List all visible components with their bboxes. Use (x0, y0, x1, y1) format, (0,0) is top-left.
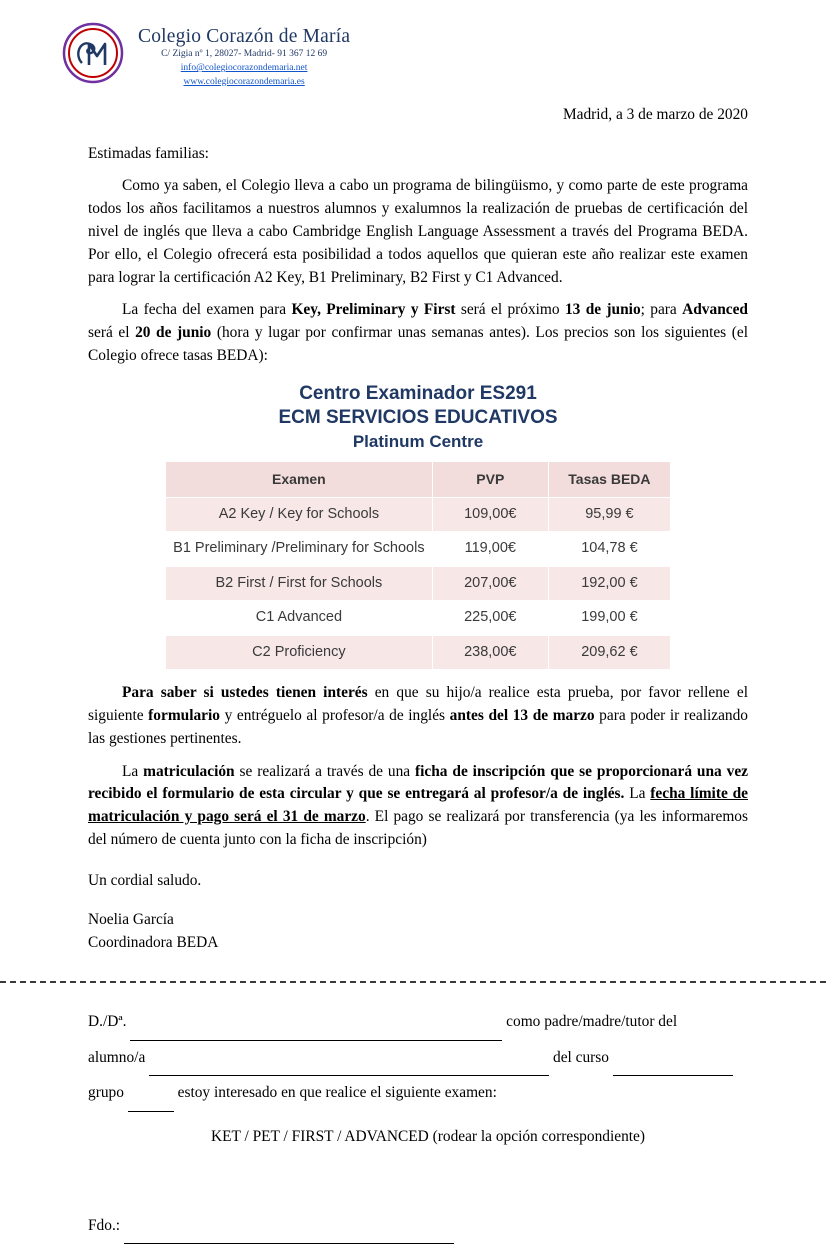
column-header-exam: Examen (166, 462, 433, 498)
form-row-signature (88, 1209, 768, 1244)
cell-pvp: 238,00€ (432, 635, 548, 669)
p3-text-3: para poder ir realizando las gestiones pertinentes. (88, 706, 748, 747)
form-row-student (88, 1041, 768, 1077)
input-guardian-name[interactable] (130, 1005, 502, 1041)
p4-text-3: La (624, 785, 651, 803)
label-dn: D./Dª. (88, 1013, 127, 1031)
price-table-title-line3: Platinum Centre (352, 432, 484, 452)
p2-bold-date2: 20 de junio (135, 324, 212, 342)
p2-bold-exams: Key, Preliminary y First (291, 301, 456, 319)
p4-bold-underline-deadline: fecha límite de matriculación y pago será el 31 de marzo (88, 785, 749, 826)
price-table (165, 461, 671, 670)
school-address: C/ Zigia nº 1, 28027- Madrid- 91 367 12 69 (161, 49, 328, 60)
p3-bold-1: Para saber si ustedes tienen interés (122, 684, 368, 702)
p2-text-5: (hora y lugar por confirmar unas semanas antes). Los precios son los siguientes (el Colegio ofrece tasas BEDA): (88, 324, 748, 364)
exam-options-line[interactable]: KET / PET / FIRST / ADVANCED (rodear la opción correspondiente) (210, 1128, 646, 1146)
school-identity (138, 26, 350, 90)
cell-pvp: 207,00€ (432, 566, 548, 600)
table-row (166, 497, 671, 531)
paragraph-dates (88, 299, 748, 367)
cell-exam: B2 First / First for Schools (166, 566, 433, 600)
closing-line: Un cordial saludo. (88, 871, 202, 889)
cell-beda: 199,00 € (548, 601, 670, 635)
input-signature[interactable] (124, 1209, 454, 1244)
p4-bold-ficha: ficha de inscripción que se proporcionará una vez recibido el formulario de esta circular y que se entregará al profesor/a de inglés. (88, 762, 748, 803)
p2-text-3: ; para (640, 301, 683, 319)
letter-salutation: Estimadas familias: (88, 144, 209, 162)
text-course: del curso (553, 1048, 609, 1066)
price-table-title-line2: ECM SERVICIOS EDUCATIVOS (278, 407, 558, 429)
p3-text-2: y entréguelo al profesor/a de inglés (219, 706, 450, 724)
table-row (166, 566, 671, 600)
p2-text-2: será el próximo (455, 301, 565, 319)
label-student: alumno/a (88, 1048, 146, 1066)
letter-signature (88, 870, 748, 955)
school-name: Colegio Corazón de María (138, 26, 351, 47)
signer-role: Coordinadora BEDA (88, 934, 219, 952)
letterhead (0, 0, 826, 90)
p4-bold-matriculacion: matriculación (143, 762, 235, 780)
paragraph-intro: Como ya saben, el Colegio lleva a cabo un programa de bilingüismo, y como parte de este programa todos los años facilitamos a nuestros alumnos y exalumnos la realización de pruebas de certificación del nivel de inglés que lleva a cabo Cambridge English Language Assessment a través del Programa BEDA. Por ello, el Colegio ofrecerá esta posibilidad a todos aquellos que quieran este año realizar este examen para lograr la certificación A2 Key, B1 Preliminary, B2 First y C1 Advanced. (88, 177, 748, 286)
p4-text-4: . El pago se realizará por transferencia (ya les informaremos del número de cuenta junto con la ficha de inscripción) (88, 808, 748, 848)
letter-date: Madrid, a 3 de marzo de 2020 (562, 105, 748, 123)
cell-pvp: 225,00€ (432, 601, 548, 635)
label-fdo: Fdo.: (88, 1216, 121, 1234)
cell-exam: B1 Preliminary /Preliminary for Schools (166, 532, 433, 566)
cell-beda: 209,62 € (548, 635, 670, 669)
cell-exam: C2 Proficiency (166, 635, 433, 669)
table-header-row (166, 462, 671, 498)
cell-beda: 192,00 € (548, 566, 670, 600)
cell-exam: A2 Key / Key for Schools (166, 497, 433, 531)
school-email[interactable]: info@colegiocorazondemaria.net (180, 63, 308, 74)
cell-pvp: 119,00€ (432, 532, 548, 566)
p2-text-1: La fecha del examen para (122, 301, 292, 319)
input-group[interactable] (128, 1076, 174, 1112)
paragraph-interest (88, 682, 748, 750)
p2-bold-date1: 13 de junio (564, 301, 641, 319)
price-table-title-line1: Centro Examinador ES291 (299, 382, 537, 404)
label-group: grupo (88, 1084, 124, 1102)
enrollment-form (0, 1005, 826, 1244)
form-row-name (88, 1005, 768, 1041)
p3-bold-form: formulario (148, 706, 220, 724)
p2-bold-advanced: Advanced (682, 301, 748, 319)
cell-beda: 95,99 € (548, 497, 670, 531)
column-header-pvp: PVP (432, 462, 548, 498)
cell-pvp: 109,00€ (432, 497, 548, 531)
p2-text-4: será el (88, 324, 136, 342)
school-website[interactable]: www.colegiocorazondemaria.es (183, 76, 305, 87)
cell-exam: C1 Advanced (166, 601, 433, 635)
price-table-block (88, 382, 748, 670)
cut-line-divider (0, 981, 826, 983)
cell-beda: 104,78 € (548, 532, 670, 566)
table-row (166, 635, 671, 669)
table-row (166, 601, 671, 635)
letter-body (0, 104, 826, 955)
input-course[interactable] (613, 1041, 733, 1077)
p4-text-2: se realizará a través de una (234, 762, 416, 780)
p3-bold-deadline: antes del 13 de marzo (449, 706, 595, 724)
column-header-beda: Tasas BEDA (548, 462, 670, 498)
p4-text-1: La (122, 762, 144, 780)
text-after-name: como padre/madre/tutor del (506, 1013, 678, 1031)
input-student-name[interactable] (149, 1041, 549, 1077)
school-logo-icon (62, 22, 124, 84)
signer-name: Noelia García (88, 910, 174, 928)
table-row (166, 532, 671, 566)
p3-text-1: en que su hijo/a realice esta prueba, por favor rellene el siguiente (88, 684, 748, 724)
paragraph-enrollment (88, 761, 748, 852)
price-table-title (88, 382, 748, 453)
form-row-group (88, 1076, 768, 1112)
text-interest: estoy interesado en que realice el siguiente examen: (177, 1084, 497, 1102)
